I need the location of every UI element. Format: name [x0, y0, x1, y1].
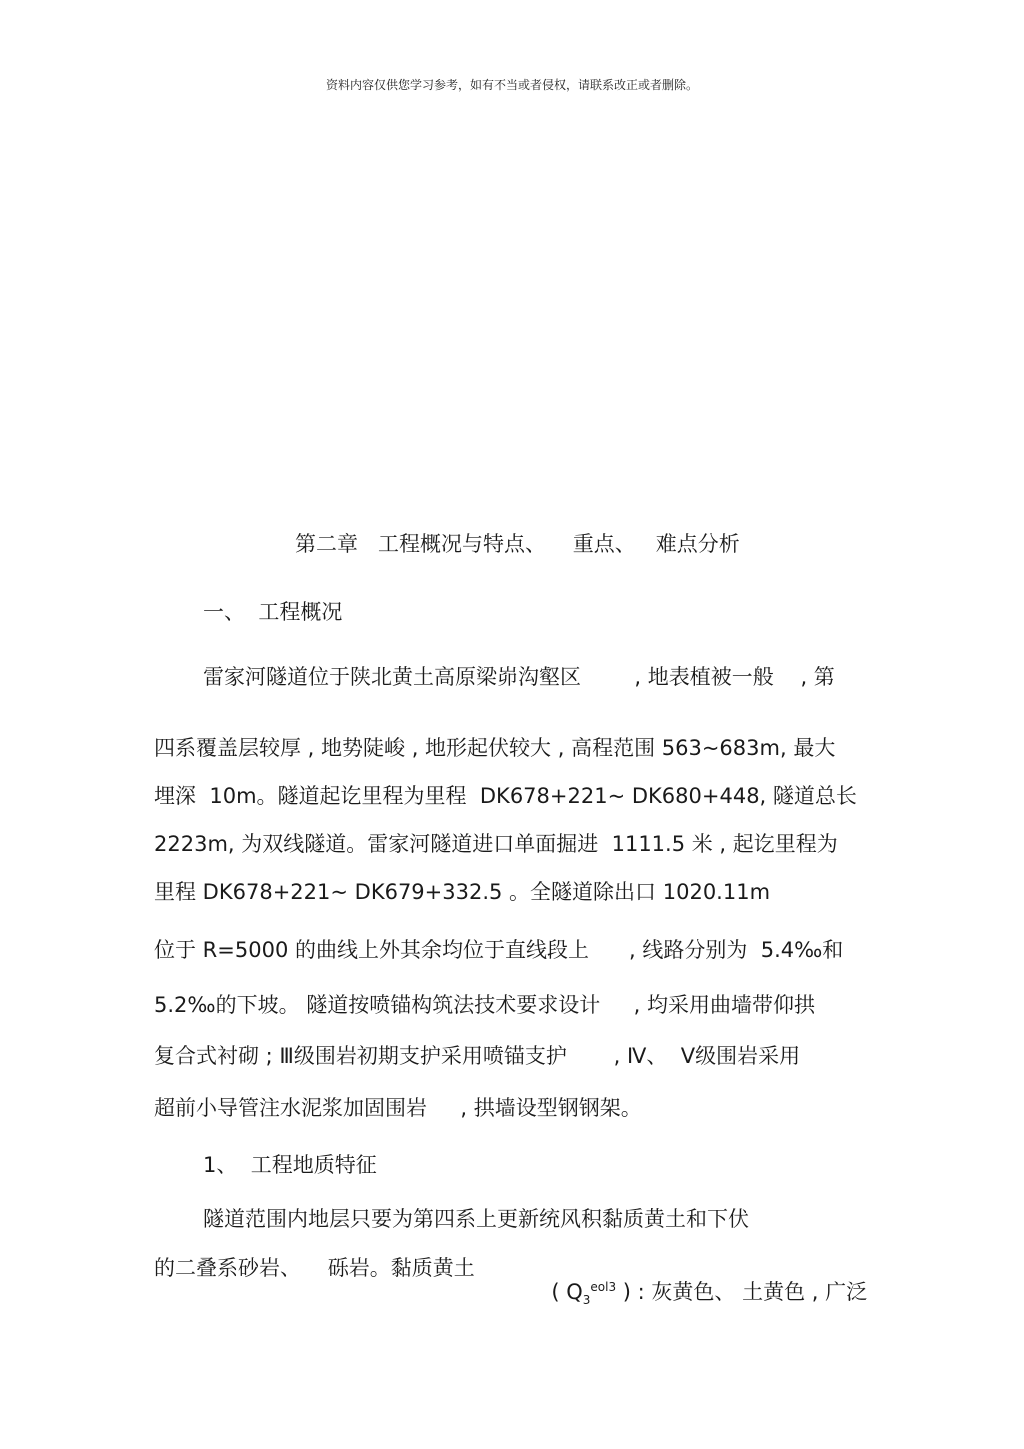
paragraph-line: 四系覆盖层较厚 , 地势陡峻 , 地形起伏较大 , 高程范围 563~683m, 最大 — [154, 736, 836, 760]
subsection-heading: 1、 工程地质特征 — [203, 1153, 377, 1177]
paragraph-line: 5.2‰的下坡。 隧道按喷锚构筑法技术要求设计 , 均采用曲墙带仰拱 — [154, 993, 815, 1017]
section-heading: 一、 工程概况 — [203, 600, 343, 624]
paragraph-line: 里程 DK678+221~ DK679+332.5 。全隧道除出口 1020.11m — [154, 880, 771, 904]
chapter-title: 第二章 工程概况与特点、 重点、 难点分析 — [295, 532, 740, 556]
formula-superscript: eol3 — [590, 1280, 617, 1294]
header-note: 资料内容仅供您学习参考，如有不当或者侵权，请联系改正或者删除。 — [325, 78, 698, 92]
paragraph-line: 隧道范围内地层只要为第四系上更新统风积黏质黄土和下伏 — [203, 1207, 749, 1231]
paragraph-line: 雷家河隧道位于陕北黄土高原梁峁沟壑区 , 地表植被一般 , 第 — [203, 665, 835, 689]
formula-q3-eol3 — [538, 1252, 867, 1307]
paragraph-line: 埋深 10m。隧道起讫里程为里程 DK678+221~ DK680+448, 隧道总长 — [154, 784, 857, 808]
paragraph-line: 复合式衬砌 ; Ⅲ级围岩初期支护采用喷锚支护 , Ⅳ、 Ⅴ级围岩采用 — [154, 1044, 801, 1068]
formula-open: ( Q — [551, 1280, 583, 1304]
paragraph-line: 位于 R=5000 的曲线上外其余均位于直线段上 , 线路分别为 5.4‰和 — [154, 938, 844, 962]
formula-close: ) : 灰黄色、 土黄色 , 广泛 — [616, 1280, 868, 1304]
paragraph-line: 2223m, 为双线隧道。雷家河隧道进口单面掘进 1111.5 米 , 起讫里程为 — [154, 832, 838, 856]
paragraph-line: 超前小导管注水泥浆加固围岩 , 拱墙设型钢钢架。 — [154, 1096, 642, 1120]
paragraph-line: 的二叠系砂岩、 砾岩。黏质黄土 — [154, 1256, 475, 1280]
formula-subscript: 3 — [582, 1293, 591, 1308]
